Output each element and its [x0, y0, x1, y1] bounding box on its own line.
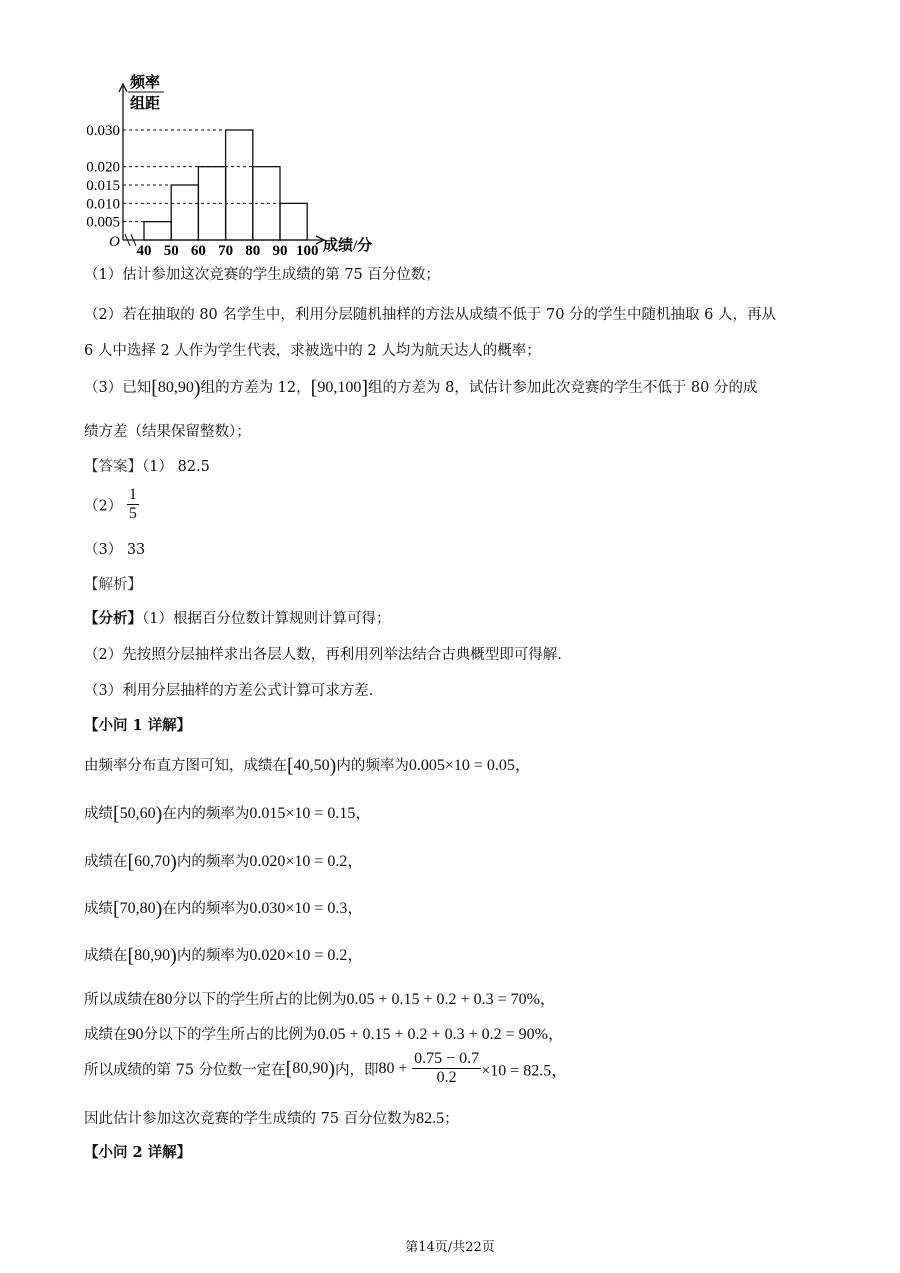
solution-1-title: 【小问 1 详解】	[84, 717, 192, 734]
question-2-line2: 6 人中选择 2 人作为学生代表，求被选中的 2 人均为航天达人的概率；	[84, 343, 541, 359]
x-tick-label: 100	[295, 243, 319, 255]
solution-2-title: 【小问 2 详解】	[84, 1144, 192, 1161]
y-tick-label: 0.010	[86, 196, 120, 213]
x-tick-label: 50	[163, 243, 179, 255]
analysis-line-2: （2）先按照分层抽样求出各层人数，再利用列举法结合古典概型即可得解.	[84, 647, 562, 663]
answer-1: （1） 82.5	[142, 459, 210, 475]
histogram-bar-70-80	[226, 130, 253, 240]
answer-3: （3） 33	[84, 542, 146, 558]
solution-line-1: 由频率分布直方图可知，成绩在[40,50)内的频率为0.005×10 = 0.05，	[84, 755, 531, 777]
question-3-line1: （3）已知[80,90)组的方差为 12，[90,100]组的方差为 8，试估计参加此次竞赛的学生不低于 80 分的成	[84, 377, 758, 399]
x-tick-label: 70	[218, 243, 234, 255]
solution-line-7: 成绩在90分以下的学生所占的比例为0.05 + 0.15 + 0.2 + 0.3 + 0.2 = 90%，	[84, 1026, 564, 1043]
y-tick-label: 0.020	[86, 159, 120, 176]
y-label-top: 频率	[130, 75, 161, 91]
answer-label: 【答案】	[84, 459, 142, 475]
interval-90-100: 90,100	[317, 379, 362, 396]
histogram-bar-40-50	[144, 222, 171, 240]
solution-line-3: 成绩在[60,70)内的频率为0.020×10 = 0.2，	[84, 851, 364, 873]
question-1: （1）估计参加这次竞赛的学生成绩的第 75 百分位数；	[84, 267, 440, 283]
solution-line-5: 成绩在[80,90)内的频率为0.020×10 = 0.2，	[84, 945, 364, 967]
answer-2-fraction: $\frac{1}{5}$	[128, 486, 137, 523]
y-label-bottom: 组距	[130, 96, 161, 112]
y-tick-label: 0.015	[86, 178, 120, 194]
percentile-fraction: $\frac{0.75 - 0.7}{0.2}$	[414, 1050, 480, 1087]
histogram-bar-50-60	[171, 185, 198, 240]
question-2-line1: （2）若在抽取的 80 名学生中，利用分层随机抽样的方法从成绩不低于 70 分的学生中随机抽取 6 人，再从	[84, 307, 777, 323]
analysis-line-1: 【分析】（1）根据百分位数计算规则计算可得；	[84, 610, 391, 627]
solution-line-8: 所以成绩的第 75 分位数一定在[80,90)内，即80 + $\frac{0.75 - 0.7}{0.2}$ ×10 = 82.5，	[84, 1050, 568, 1087]
page-footer: 第14页/共22页	[405, 1240, 495, 1255]
frequency-histogram	[78, 70, 408, 255]
solution-line-9: 因此估计参加这次竞赛的学生成绩的 75 百分位数为82.5；	[84, 1110, 459, 1127]
solution-line-6: 所以成绩在80分以下的学生所占的比例为0.05 + 0.15 + 0.2 + 0.3 = 70%，	[84, 991, 556, 1008]
x-tick-label: 80	[245, 243, 261, 255]
x-tick-label: 90	[272, 243, 288, 255]
analysis-line-3: （3）利用分层抽样的方差公式计算可求方差.	[84, 683, 374, 699]
solution-line-4: 成绩[70,80)在内的频率为0.030×10 = 0.3，	[84, 898, 364, 920]
interval-80-90: 80,90	[157, 379, 194, 396]
solution-line-2: 成绩[50,60)在内的频率为0.015×10 = 0.15，	[84, 803, 372, 825]
y-tick-label: 0.005	[86, 214, 120, 231]
x-tick-label: 60	[190, 243, 206, 255]
x-tick-label: 40	[136, 243, 152, 255]
y-tick-label: 0.030	[86, 123, 120, 139]
answer-2: （2） $\frac{1}{5}$	[84, 486, 137, 523]
answer-line-1	[84, 455, 210, 476]
x-axis-label: 成绩/分	[323, 238, 373, 254]
histogram-bar-90-100	[280, 203, 307, 240]
analysis-label: 【解析】	[84, 577, 142, 593]
fenxi-label: 【分析】	[84, 610, 142, 627]
question-3-line2: 绩方差（结果保留整数）；	[84, 424, 251, 440]
origin-label: O	[109, 234, 120, 250]
